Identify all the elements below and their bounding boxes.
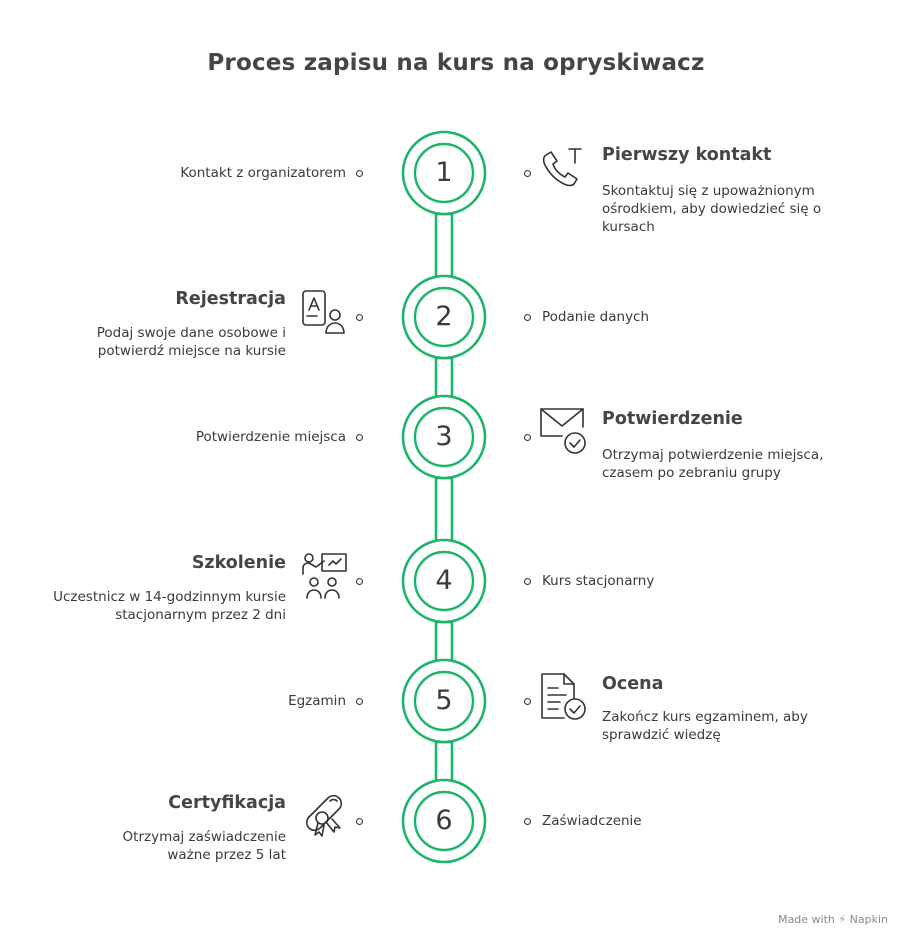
step-5-heading: Ocena bbox=[602, 674, 664, 694]
envelope-check-icon bbox=[538, 406, 586, 454]
connector-3-4 bbox=[436, 478, 452, 541]
connector-5-6 bbox=[436, 742, 452, 781]
connector-1-2 bbox=[436, 214, 452, 277]
step-4-heading: Szkolenie bbox=[191, 553, 286, 573]
step-3-short-label: Potwierdzenie miejsca bbox=[195, 429, 346, 445]
phone-text-icon bbox=[538, 146, 586, 194]
step-number-2: 2 bbox=[435, 301, 453, 332]
connector-dot bbox=[356, 698, 363, 705]
document-check-icon bbox=[538, 672, 586, 720]
step-number-3: 3 bbox=[435, 421, 453, 452]
connector-4-5 bbox=[436, 622, 452, 661]
connector-dot bbox=[524, 170, 531, 177]
connector-dot bbox=[524, 434, 531, 441]
step-number-4: 4 bbox=[435, 565, 453, 596]
page-title: Proces zapisu na kurs na opryskiwacz bbox=[207, 50, 705, 76]
step-1-heading: Pierwszy kontakt bbox=[602, 145, 772, 165]
connector-dot bbox=[356, 434, 363, 441]
connector-dot bbox=[524, 578, 531, 585]
connector-dot bbox=[356, 818, 363, 825]
footer-brand: Napkin bbox=[849, 913, 888, 926]
napkin-logo-icon: ⚡ bbox=[838, 913, 847, 926]
step-6-description: Otrzymaj zaświadczenie ważne przez 5 lat bbox=[122, 829, 286, 863]
step-2-description: Podaj swoje dane osobowe i potwierdź miejsce na kursie bbox=[96, 325, 286, 359]
connector-dot bbox=[524, 818, 531, 825]
connector-2-3 bbox=[436, 358, 452, 397]
footer-credit bbox=[778, 913, 888, 926]
step-4-description: Uczestnicz w 14-godzinnym kursie stacjonarnym przez 2 dni bbox=[53, 589, 286, 623]
classroom-icon bbox=[300, 552, 348, 600]
step-number-1: 1 bbox=[435, 157, 453, 188]
step-1-description: Skontaktuj się z upoważnionym ośrodkiem, aby dowiedzieć się o kursach bbox=[602, 183, 822, 235]
connector-dot bbox=[524, 698, 531, 705]
step-number-5: 5 bbox=[435, 685, 453, 716]
step-2-short-label: Podanie danych bbox=[542, 309, 650, 325]
connector-dot bbox=[356, 578, 363, 585]
step-1-short-label: Kontakt z organizatorem bbox=[180, 165, 346, 181]
step-3-description: Otrzymaj potwierdzenie miejsca, czasem po zebraniu grupy bbox=[602, 447, 824, 481]
form-user-icon bbox=[300, 288, 348, 336]
step-5-description: Zakończ kurs egzaminem, aby sprawdzić wiedzę bbox=[602, 709, 808, 743]
step-6-short-label: Zaświadczenie bbox=[542, 813, 642, 829]
connector-dot bbox=[524, 314, 531, 321]
step-4-short-label: Kurs stacjonarny bbox=[542, 573, 655, 589]
step-2-heading: Rejestracja bbox=[175, 289, 286, 309]
footer-made-with: Made with bbox=[778, 913, 835, 926]
step-number-6: 6 bbox=[435, 805, 453, 836]
diploma-icon bbox=[300, 792, 348, 840]
step-3-heading: Potwierdzenie bbox=[602, 409, 743, 429]
step-6-heading: Certyfikacja bbox=[168, 793, 286, 813]
connector-dot bbox=[356, 170, 363, 177]
connector-dot bbox=[356, 314, 363, 321]
step-5-short-label: Egzamin bbox=[288, 693, 346, 709]
